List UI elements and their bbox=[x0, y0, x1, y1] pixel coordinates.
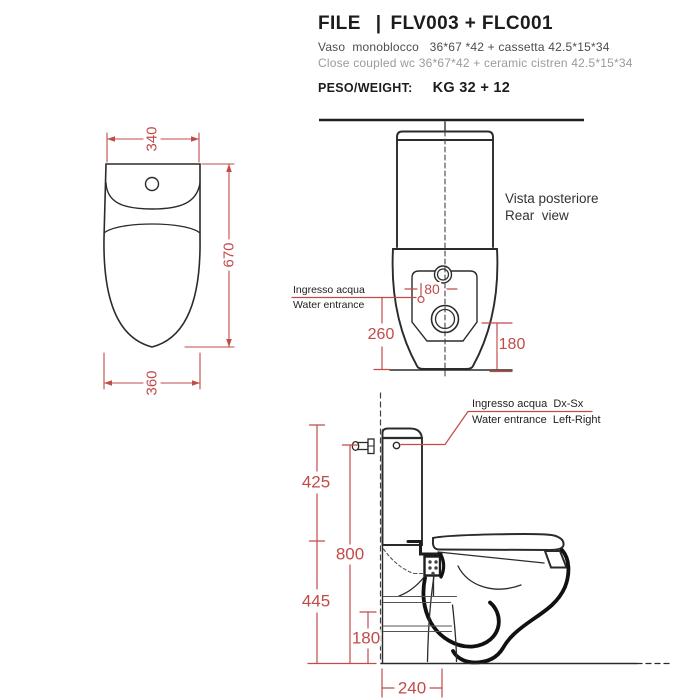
dim-label-340: 340 bbox=[143, 126, 161, 152]
bowl-inner-curve bbox=[458, 566, 521, 589]
dim-label-670: 670 bbox=[220, 242, 238, 268]
dim-label-360: 360 bbox=[143, 370, 161, 396]
weight-row bbox=[318, 80, 618, 96]
rear-inlet-label-english: Water entrance bbox=[293, 299, 365, 311]
rear-view-drawing bbox=[292, 122, 512, 376]
dim-label-445: 445 bbox=[301, 591, 331, 611]
arrow-down-icon bbox=[226, 339, 232, 347]
arrow-left-icon bbox=[107, 136, 115, 142]
arrow-up-icon bbox=[226, 164, 232, 172]
rear-view-title-english: Rear view bbox=[505, 208, 569, 223]
rim-inner-line bbox=[438, 552, 544, 563]
brand-name: FILE bbox=[318, 13, 361, 34]
dim-label-rear-180: 180 bbox=[498, 336, 526, 353]
description-italian: Vaso monoblocco 36*67 *42 + cassetta 42.5*15*34 bbox=[318, 40, 610, 54]
rod-cap bbox=[352, 442, 358, 451]
arrow-right-icon bbox=[191, 136, 199, 142]
model-code: FLV003 + FLC001 bbox=[390, 13, 553, 34]
side-tank-outline bbox=[383, 429, 423, 546]
pedestal-curve bbox=[399, 576, 425, 596]
page-title bbox=[318, 13, 618, 35]
trap-inlet-stub bbox=[441, 555, 444, 577]
hidden-channel-dashed bbox=[384, 549, 425, 574]
dim-label-side-180: 180 bbox=[351, 628, 381, 648]
dim-label-425: 425 bbox=[301, 472, 331, 492]
seat-lid-outline bbox=[433, 534, 564, 550]
header bbox=[318, 13, 633, 96]
dim-label-800: 800 bbox=[335, 544, 365, 564]
dim-label-240: 240 bbox=[397, 678, 427, 698]
rear-inlet-label-italian: Ingresso acqua bbox=[293, 284, 365, 296]
side-inlet-hole bbox=[393, 442, 399, 448]
top-view-drawing bbox=[104, 133, 234, 389]
weight-label: PESO/WEIGHT: bbox=[318, 81, 413, 95]
rear-inlet-hole bbox=[418, 297, 424, 303]
arrow-right-icon bbox=[192, 380, 200, 386]
dim-label-80: 80 bbox=[424, 281, 440, 297]
side-inlet-label-italian: Ingresso acqua Dx-Sx bbox=[472, 398, 584, 410]
rear-view-title-italian: Vista posteriore bbox=[505, 191, 599, 206]
weight-value: KG 32 + 12 bbox=[432, 80, 511, 96]
flush-valve-rod bbox=[352, 439, 374, 454]
title-divider: | bbox=[375, 13, 382, 34]
side-inlet-label-english: Water entrance Left-Right bbox=[472, 414, 601, 426]
top-body-outline bbox=[104, 164, 200, 347]
hidden-pipe-lines bbox=[384, 597, 457, 632]
description-english: Close coupled wc 36*67*42 + ceramic cistren 42.5*15*34 bbox=[318, 56, 633, 70]
flush-button-circle bbox=[146, 178, 159, 191]
dim-label-260: 260 bbox=[367, 326, 395, 343]
arrow-left-icon bbox=[104, 380, 112, 386]
